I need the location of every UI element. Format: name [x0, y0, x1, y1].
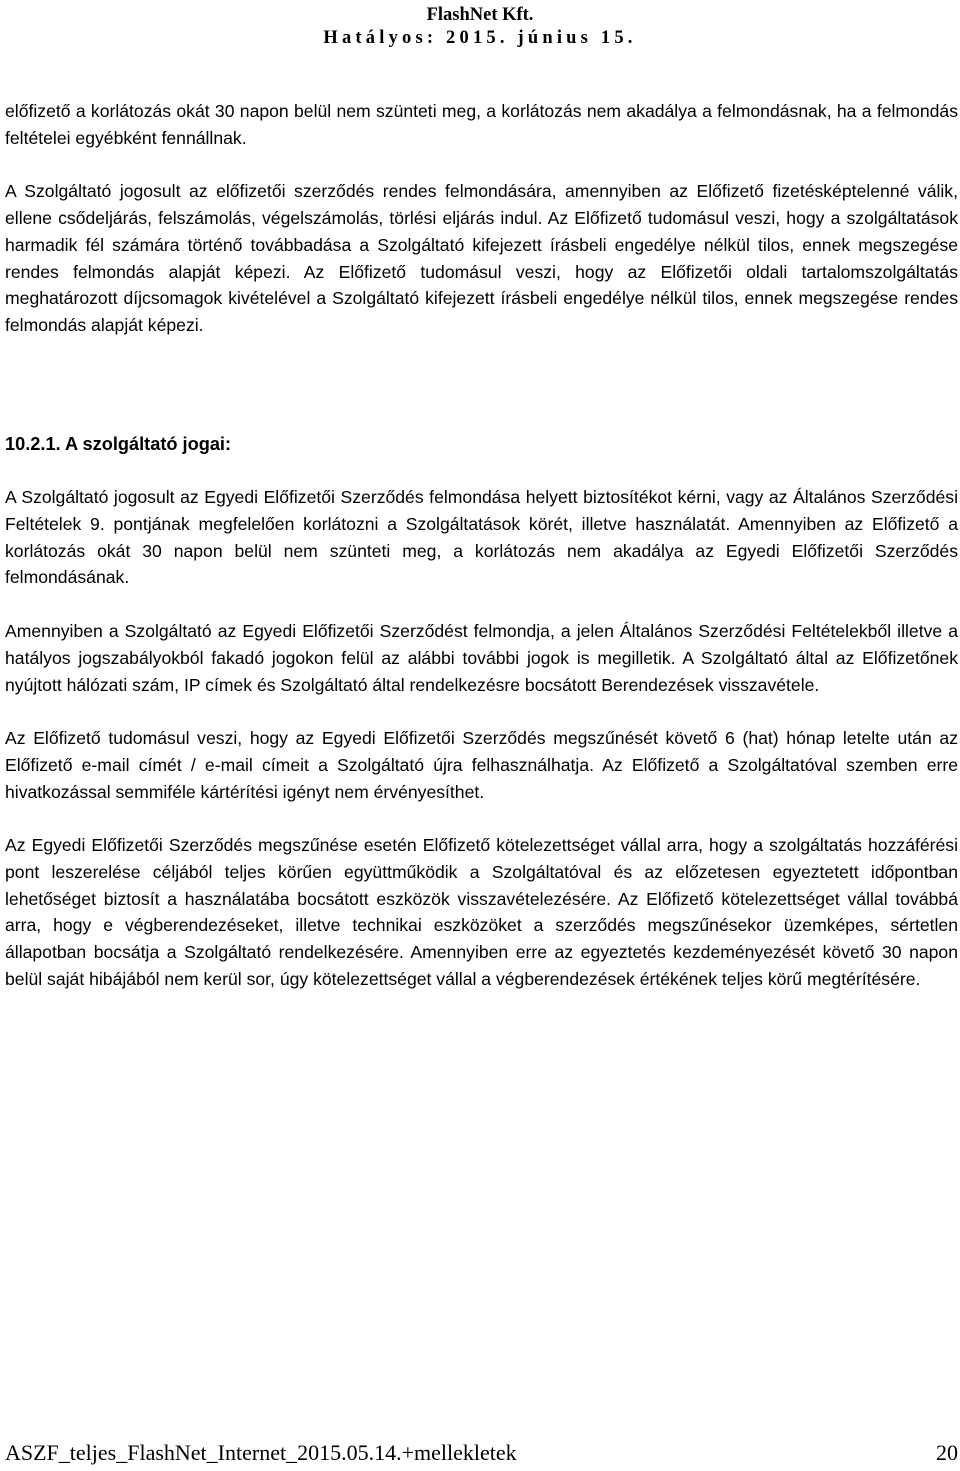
paragraph-equipment-return: Az Egyedi Előfizetői Szerződés megszűnése esetén Előfizető kötelezettséget vállal arra, hogy a szolgáltatás hozzáférési pont leszerelése céljából teljes körűen együttműködik a Szolgáltatóval és az előzetesen egyeztetett időpontban lehetőséget biztosít a használatába bocsátott eszközök visszavételezésére. Az Előfizető kötelezettséget vállal továbbá arra, hogy e végberendezéseket, illetve technikai eszközöket a szerződés megszűnésekor üzemképes, sértetlen állapotban bocsátja a Szolgáltató rendelkezésére. Amennyiben erre az egyeztetés kezdeményezését követő 30 napon belül saját hibájából nem kerül sor, úgy kötelezettséget vállal a végberendezések értékének teljes körű megtérítésére.: [5, 835, 958, 989]
paragraph-provider-rights: A Szolgáltató jogosult az Egyedi Előfizetői Szerződés felmondása helyett biztosítékot kérni, vagy az Általános Szerződési Feltételek 9. pontjának megfelelően korlátozni a Szolgáltatások körét, illetve használatát. Amennyiben az Előfizető a korlátozás okát 30 napon belül nem szünteti meg, a korlátozás nem akadálya az Egyedi Előfizetői Szerződés felmondásának.: [5, 487, 958, 588]
paragraph-termination-rights: A Szolgáltató jogosult az előfizetői szerződés rendes felmondására, amennyiben az Előfizető fizetésképtelenné válik, ellene csődeljárás, felszámolás, végelszámolás, törlési eljárás indul. Az Előfizető tudomásul veszi, hogy a szolgáltatások harmadik fél számára történő továbbadása a Szolgáltató kifejezett írásbeli engedélye nélkül tilos, ennek megszegése rendes felmondás alapját képezi. Az Előfizető tudomásul veszi, hogy az Előfizetői oldali tartalomszolgáltatás meghatározott díjcsomagok kivételével a Szolgáltató kifejezett írásbeli engedélye nélkül tilos, ennek megszegése rendes felmondás alapját képezi.: [5, 181, 958, 335]
document-body: [5, 98, 958, 993]
paragraph-continuation: előfizető a korlátozás okát 30 napon belül nem szünteti meg, a korlátozás nem akadálya a felmondásnak, ha a felmondás feltételei egyébként fennállnak.: [5, 101, 958, 148]
page-footer: [5, 1439, 958, 1467]
section-heading: 10.2.1. A szolgáltató jogai:: [5, 433, 232, 454]
paragraph-additional-rights: Amennyiben a Szolgáltató az Egyedi Előfizetői Szerződést felmondja, a jelen Általános Szerződési Feltételekből illetve a hatályos jogszabályokból fakadó jogokon felül az alábbi további jogok is megilletik. A Szolgáltató által az Előfizetőnek nyújtott hálózati szám, IP címek és Szolgáltató által rendelkezésre bocsátott Berendezések visszavétele.: [5, 621, 958, 695]
effective-date: Hatályos: 2015. június 15.: [323, 28, 637, 48]
footer-filename: ASZF_teljes_FlashNet_Internet_2015.05.14.+mellekletek: [5, 1440, 517, 1465]
page-header: [0, 4, 960, 50]
paragraph-email-reuse: Az Előfizető tudomásul veszi, hogy az Egyedi Előfizetői Szerződés megszűnését követő 6 (hat) hónap letelte után az Előfizető e-mail címét / e-mail címeit a Szolgáltató újra felhasználhatja. Az Előfizető a Szolgáltatóval szemben erre hivatkozással semmiféle kártérítési igényt nem érvényesíthet.: [5, 728, 958, 802]
page-number: 20: [936, 1440, 958, 1465]
company-name: FlashNet Kft.: [426, 5, 534, 25]
